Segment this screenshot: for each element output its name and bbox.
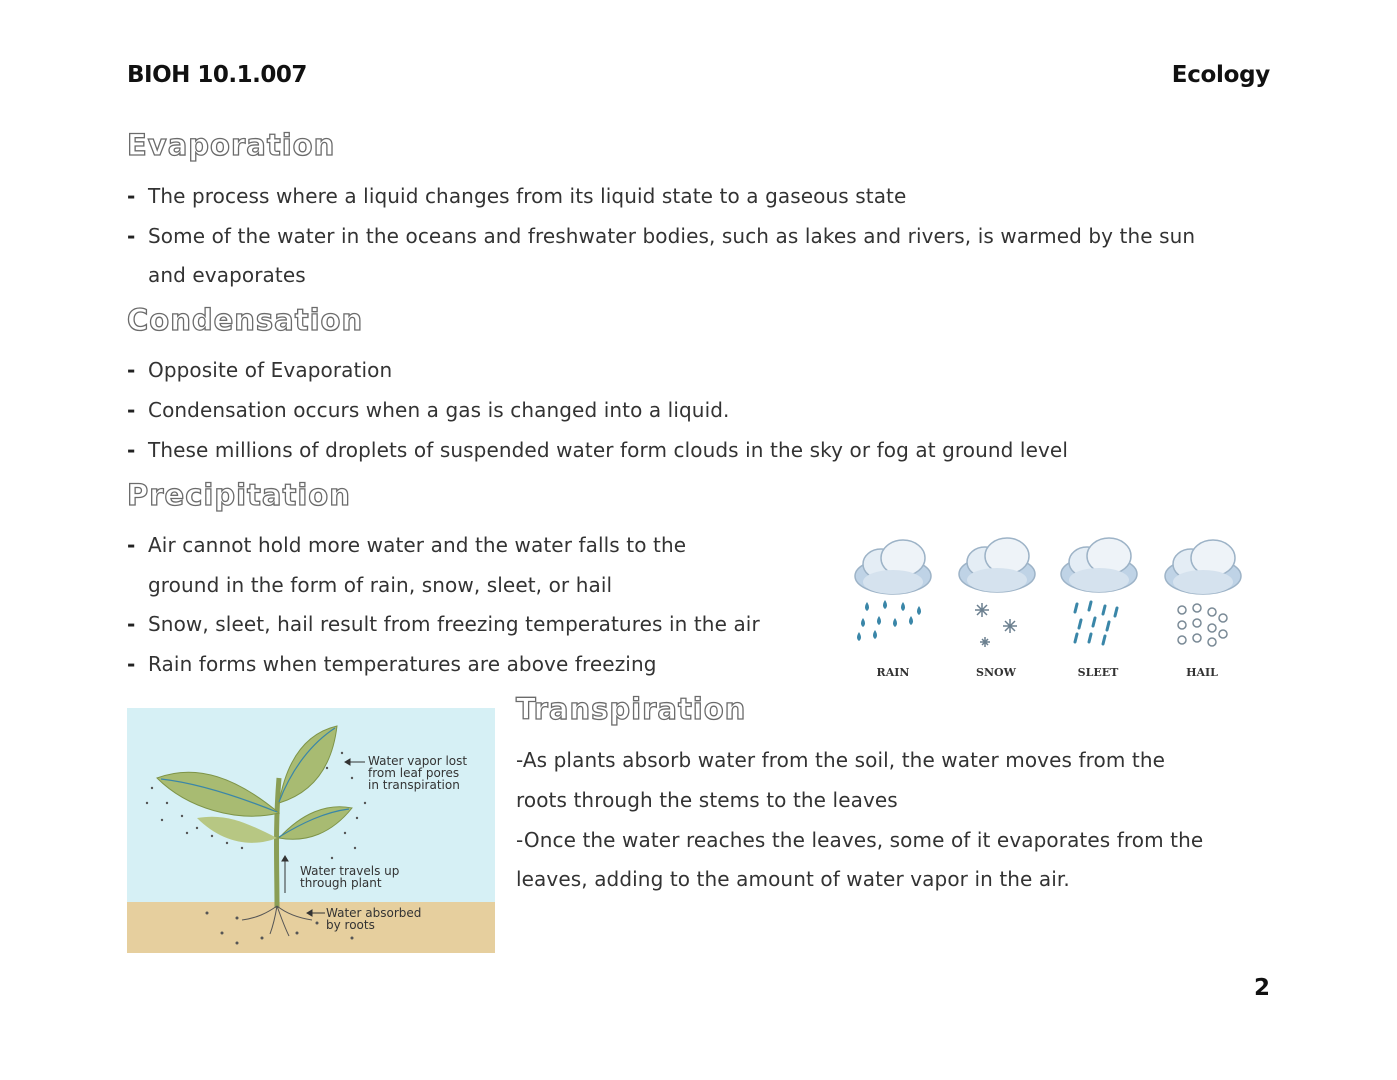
condensation-bullet-3: These millions of droplets of suspended water form clouds in the sky or fog at ground level [148, 438, 1068, 462]
bullet-dash: - [127, 224, 136, 248]
evaporation-bullet-2-cont: and evaporates [148, 263, 306, 287]
precipitation-bullet-2: Snow, sleet, hail result from freezing temperatures in the air [148, 612, 760, 636]
snow-icon [959, 538, 1035, 647]
absorbed-label-line: Water absorbed [326, 906, 422, 920]
rain-icon [855, 540, 931, 641]
transpiration-line-3: -Once the water reaches the leaves, some of it evaporates from the [516, 828, 1204, 852]
evaporation-bullet-2: Some of the water in the oceans and freshwater bodies, such as lakes and rivers, is warmed by the sun [148, 224, 1196, 248]
bullet-dash: - [127, 358, 136, 382]
evaporation-bullet-1: The process where a liquid changes from its liquid state to a gaseous state [148, 184, 907, 208]
evaporation-heading: Evaporation [127, 128, 336, 162]
precipitation-bullet-1: Air cannot hold more water and the water falls to the [148, 533, 687, 557]
hail-label: HAIL [1186, 666, 1218, 679]
snow-label: SNOW [976, 666, 1016, 679]
sleet-label: SLEET [1077, 666, 1119, 679]
vapor-label [368, 755, 467, 791]
rain-label: RAIN [876, 666, 910, 679]
transpiration-heading: Transpiration [516, 692, 747, 726]
bullet-dash: - [127, 184, 136, 208]
absorbed-label [326, 907, 421, 931]
transpiration-line-4: leaves, adding to the amount of water vapor in the air. [516, 867, 1070, 891]
bullet-dash: - [127, 398, 136, 422]
vapor-label-line: from leaf pores [368, 766, 460, 780]
precipitation-types-figure [845, 530, 1265, 690]
travels-label [300, 865, 399, 889]
precipitation-bullet-1-cont: ground in the form of rain, snow, sleet, or hail [148, 573, 613, 597]
condensation-bullet-1: Opposite of Evaporation [148, 358, 393, 382]
absorbed-label-line: by roots [326, 918, 375, 932]
vapor-label-line: Water vapor lost [368, 754, 468, 768]
page-number: 2 [1253, 975, 1270, 1001]
sleet-icon [1061, 538, 1137, 644]
condensation-heading: Condensation [127, 303, 364, 337]
plant-illustration [127, 708, 495, 953]
hail-icon [1165, 540, 1241, 646]
vapor-label-line: in transpiration [368, 778, 460, 792]
course-code: BIOH 10.1.007 [127, 62, 307, 88]
transpiration-line-2: roots through the stems to the leaves [516, 788, 898, 812]
transpiration-diagram [127, 708, 495, 953]
condensation-bullet-2: Condensation occurs when a gas is changed into a liquid. [148, 398, 730, 422]
bullet-dash: - [127, 438, 136, 462]
precipitation-bullet-3: Rain forms when temperatures are above freezing [148, 652, 657, 676]
precipitation-heading: Precipitation [127, 478, 351, 512]
bullet-dash: - [127, 652, 136, 676]
transpiration-line-1: -As plants absorb water from the soil, the water moves from the [516, 748, 1166, 772]
subject-title: Ecology [1171, 62, 1270, 88]
bullet-dash: - [127, 612, 136, 636]
travels-label-line: Water travels up [300, 864, 400, 878]
travels-label-line: through plant [300, 876, 382, 890]
bullet-dash: - [127, 533, 136, 557]
